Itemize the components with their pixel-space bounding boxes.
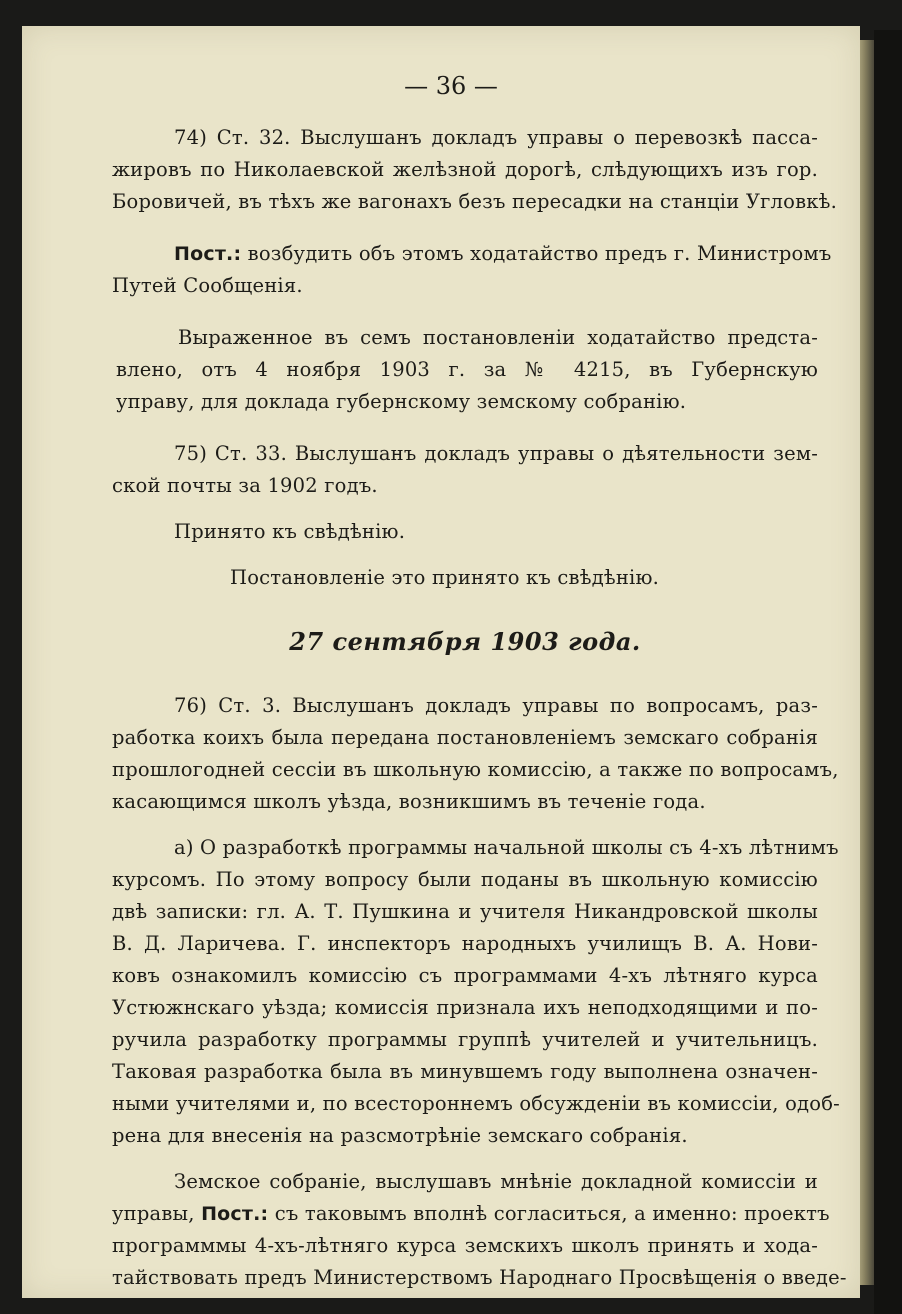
text-line: жировъ по Николаевской желѣзной дорогѣ, слѣдующихъ изъ гор. — [112, 158, 818, 181]
text-line: Выраженное въ семъ постановленіи ходатайство предста- — [178, 326, 818, 349]
resolution-text: возбудить объ этомъ ходатайство предъ г. Министромъ — [241, 242, 832, 265]
text-line: 74) Ст. 32. Выслушанъ докладъ управы о перевозкѣ пасса- — [174, 126, 818, 149]
paragraph-76 — [112, 690, 839, 818]
text-segment: съ таковымъ вполнѣ согласиться, а именно: проектъ — [268, 1202, 830, 1225]
accepted-note: Принято къ свѣдѣнію. — [174, 520, 406, 543]
text-line: влено, отъ 4 ноября 1903 г. за № 4215, въ Губернскую — [116, 358, 818, 381]
page-number: — 36 — — [404, 72, 498, 100]
text-line: В. Д. Ларичева. Г. инспекторъ народныхъ училищъ В. А. Нови- — [112, 932, 818, 955]
text-line: прошлогодней сессіи въ школьную комиссію, а также по вопросамъ, — [112, 758, 839, 781]
text-line: ными учителями и, по всестороннемъ обсужденіи въ комиссіи, одоб- — [112, 1092, 840, 1115]
paragraph-74 — [112, 122, 837, 218]
text-line: 76) Ст. 3. Выслушанъ докладъ управы по вопросамъ, раз- — [174, 694, 818, 717]
text-line: Путей Сообщенія. — [112, 274, 303, 297]
resolution-note: Постановленіе это принято къ свѣдѣнію. — [230, 566, 660, 589]
paragraph-76a — [112, 832, 840, 1152]
text-line: Земское собраніе, выслушавъ мнѣніе докладной комиссіи и — [174, 1170, 818, 1193]
text-line: касающимся школъ уѣзда, возникшимъ въ теченіе года. — [112, 790, 706, 813]
paragraph-74-note — [112, 322, 818, 418]
text-line: Устюжнскаго уѣзда; комиссія признала ихъ неподходящими и по- — [112, 996, 818, 1019]
resolution-label: Пост.: — [174, 243, 242, 265]
paragraph-75 — [112, 438, 818, 502]
text-line: ской почты за 1902 годъ. — [112, 474, 378, 497]
text-line: ковъ ознакомилъ комиссію съ программами 4-хъ лѣтняго курса — [112, 964, 818, 987]
paragraph-74-resolution — [112, 238, 832, 302]
text-line: тайствовать предъ Министерствомъ Народнаго Просвѣщенія о введе- — [112, 1266, 847, 1289]
text-line: 75) Ст. 33. Выслушанъ докладъ управы о дѣятельности зем- — [174, 442, 818, 465]
paragraph-76b — [112, 1166, 847, 1294]
text-line: управу, для доклада губернскому земскому собранію. — [116, 390, 687, 413]
text-line: ручила разработку программы группѣ учителей и учительницъ. — [112, 1028, 818, 1051]
text-line: двѣ записки: гл. А. Т. Пушкина и учителя Никандровской школы — [112, 900, 818, 923]
date-heading: 27 сентября 1903 года. — [289, 627, 641, 656]
text-line: работка коихъ была передана постановленіемъ земскаго собранія — [112, 726, 818, 749]
resolution-label: Пост.: — [201, 1203, 269, 1225]
text-line — [112, 238, 832, 270]
text-line: Таковая разработка была въ минувшемъ году выполнена означен- — [112, 1060, 818, 1083]
text-line: а) О разработкѣ программы начальной школы съ 4-хъ лѣтнимъ — [174, 836, 839, 859]
text-line: рена для внесенія на разсмотрѣніе земскаго собранія. — [112, 1124, 688, 1147]
document-body — [112, 122, 847, 1294]
text-line: курсомъ. По этому вопросу были поданы въ школьную комиссію — [112, 868, 818, 891]
text-line — [112, 1198, 830, 1230]
text-line: программмы 4-хъ-лѣтняго курса земскихъ школъ принять и хода- — [112, 1234, 818, 1257]
text-segment: управы, — [112, 1202, 202, 1225]
text-line: Боровичей, въ тѣхъ же вагонахъ безъ пересадки на станціи Угловкѣ. — [112, 190, 837, 213]
background-shadow — [874, 30, 902, 1314]
date-heading-row — [112, 622, 818, 662]
